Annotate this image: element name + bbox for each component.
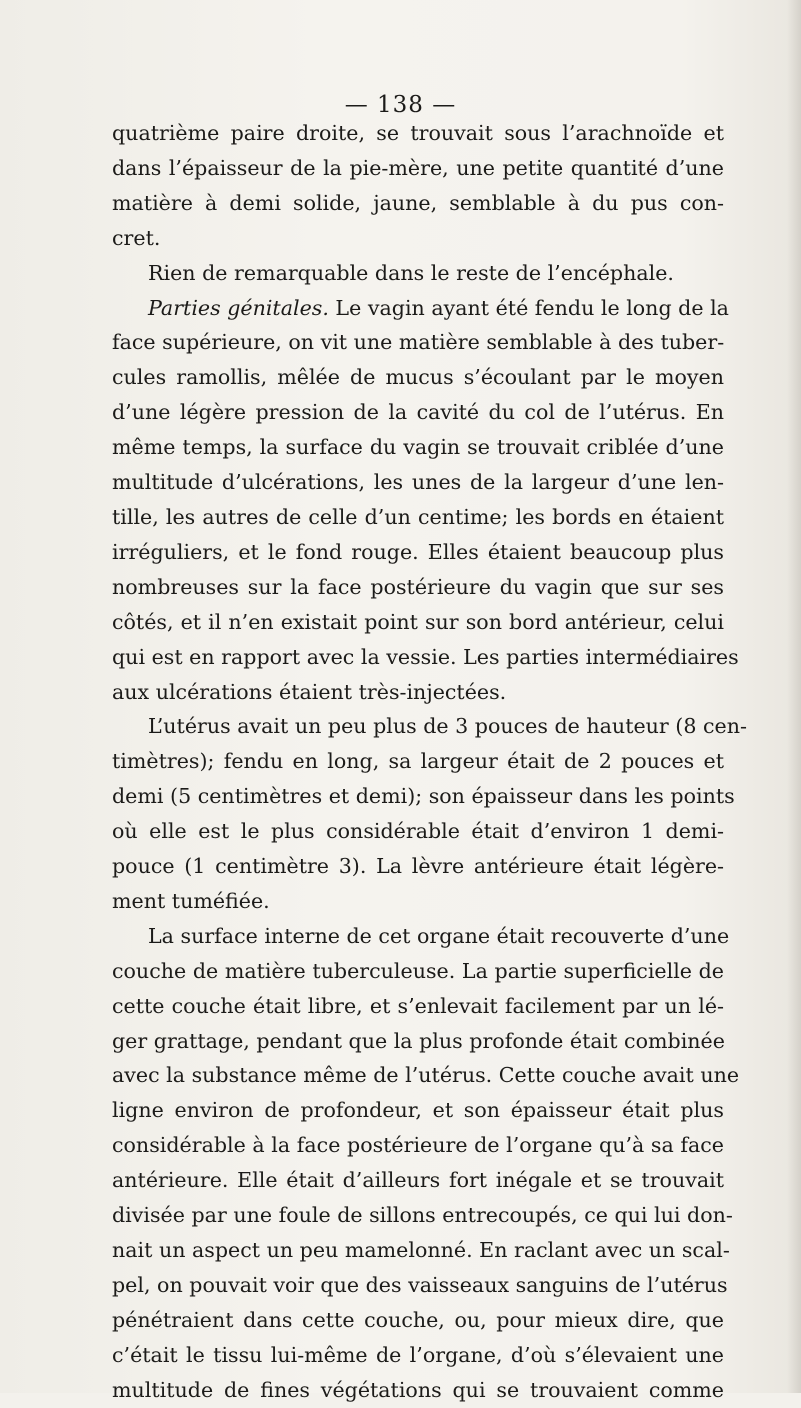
- text-line: cret.: [112, 225, 161, 250]
- text-line: même temps, la surface du vagin se trouvait criblée d’une: [112, 435, 724, 460]
- text-line: ger grattage, pendant que la plus profonde était combinée: [112, 1028, 725, 1053]
- text-line: c’était le tissu lui-même de l’organe, d’où s’élevaient une: [112, 1342, 724, 1367]
- text-line: considérable à la face postérieure de l’organe qu’à sa face: [112, 1133, 724, 1158]
- text-line: dans l’épaisseur de la pie-mère, une petite quantité d’une: [112, 155, 724, 180]
- text-line: avec la substance même de l’utérus. Cette couche avait une: [112, 1063, 740, 1088]
- section-heading-rest: Le vagin ayant été fendu le long de la: [328, 295, 729, 320]
- text-line: face supérieure, on vit une matière semblable à des tuber-: [112, 330, 725, 355]
- text-line: pénétraient dans cette couche, ou, pour mieux dire, que: [112, 1307, 724, 1332]
- text-line: timètres); fendu en long, sa largeur était de 2 pouces et: [112, 749, 724, 774]
- text-line: Rien de remarquable dans le reste de l’encéphale.: [148, 260, 674, 285]
- text-line: irréguliers, et le fond rouge. Elles étaient beaucoup plus: [112, 539, 724, 564]
- text-line: quatrième paire droite, se trouvait sous l’arachnoïde et: [112, 121, 724, 145]
- text-line: où elle est le plus considérable était d’environ 1 demi-: [112, 819, 724, 844]
- text-line: La surface interne de cet organe était recouverte d’une: [148, 923, 730, 948]
- text-line: demi (5 centimètres et demi); son épaisseur dans les points: [112, 784, 735, 809]
- section-heading: Parties génitales.: [148, 295, 329, 320]
- text-line: nombreuses sur la face postérieure du vagin que sur ses: [112, 574, 724, 599]
- text-line: L’utérus avait un peu plus de 3 pouces de hauteur (8 cen-: [148, 714, 747, 739]
- page-number: — 138 —: [344, 92, 457, 118]
- text-line: couche de matière tuberculeuse. La partie superficielle de: [112, 958, 724, 983]
- text-line: nait un aspect un peu mamelonné. En raclant avec un scal-: [112, 1238, 730, 1262]
- text-line: d’une légère pression de la cavité du col de l’utérus. En: [112, 400, 724, 425]
- text-line: aux ulcérations étaient très-injectées.: [112, 679, 507, 704]
- text-line: tille, les autres de celle d’un centime; les bords en étaient: [112, 504, 724, 529]
- text-line: côtés, et il n’en existait point sur son bord antérieur, celui: [112, 609, 724, 634]
- text-line: divisée par une foule de sillons entrecoupés, ce qui lui don-: [112, 1203, 733, 1228]
- section-heading-line: [112, 291, 729, 326]
- text-line: cules ramollis, mêlée de mucus s’écoulant par le moyen: [112, 365, 724, 390]
- text-line: pel, on pouvait voir que des vaisseaux sanguins de l’utérus: [112, 1272, 728, 1297]
- text-line: ligne environ de profondeur, et son épaisseur était plus: [112, 1098, 724, 1123]
- text-line: multitude de fines végétations qui se trouvaient comme: [112, 1377, 724, 1402]
- text-line: pouce (1 centimètre 3). La lèvre antérieure était légère-: [112, 854, 724, 879]
- text-line: qui est en rapport avec la vessie. Les parties intermédiaires: [112, 644, 739, 669]
- text-line: cette couche était libre, et s’enlevait facilement par un lé-: [112, 993, 724, 1018]
- page-edge-shadow: [787, 0, 801, 1393]
- text-line: matière à demi solide, jaune, semblable à du pus con-: [112, 190, 724, 215]
- text-line: antérieure. Elle était d’ailleurs fort inégale et se trouvait: [112, 1168, 724, 1193]
- text-line: ment tuméfiée.: [112, 888, 270, 913]
- body-text: [112, 116, 747, 1408]
- text-line: multitude d’ulcérations, les unes de la largeur d’une len-: [112, 470, 724, 495]
